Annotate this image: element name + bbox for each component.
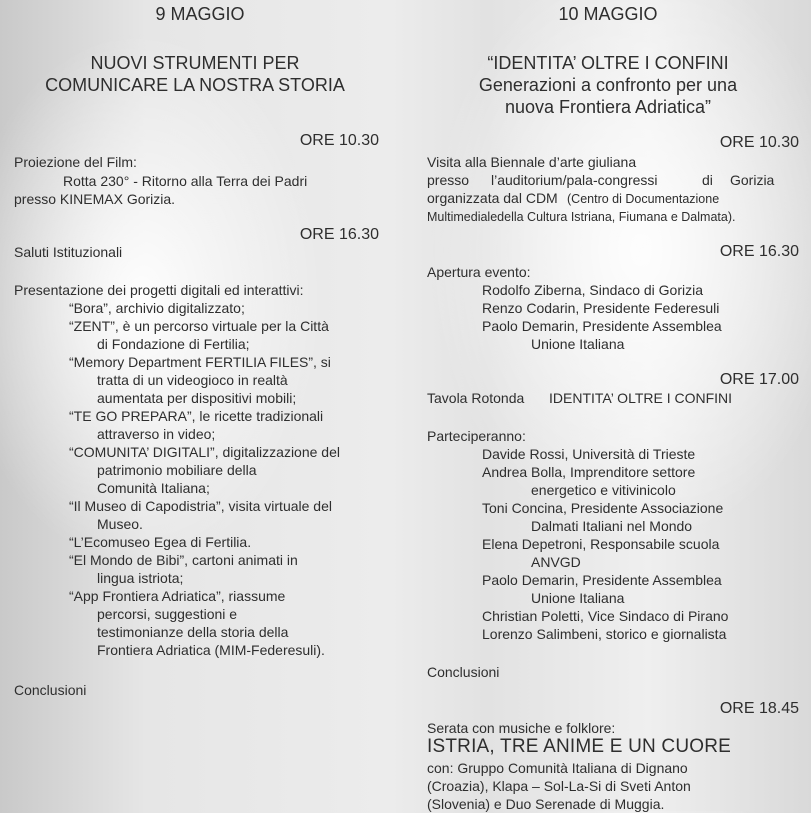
project-item: attraverso in video; <box>97 426 216 442</box>
project-item: patrimonio mobiliare della <box>97 462 257 478</box>
left-column <box>0 0 400 811</box>
day1-time-1630: ORE 16.30 <box>299 226 379 243</box>
day2-date: 10 MAGGIO <box>558 4 658 24</box>
day2-title-line-2: Generazioni a confronto per una <box>478 75 738 95</box>
day1-title-line-1: NUOVI STRUMENTI PER <box>90 53 300 73</box>
participant: energetico e vitivinicolo <box>531 482 676 498</box>
project-item: “El Mondo de Bibi”, cartoni animati in <box>69 552 298 568</box>
participant: Unione Italiana <box>531 590 625 606</box>
project-item: Museo. <box>97 516 143 532</box>
project-item: di Fondazione di Fertilia; <box>97 336 250 352</box>
project-item: tratta di un videogioco in realtà <box>97 372 288 388</box>
participant: Christian Poletti, Vice Sindaco di Pirano <box>482 608 729 624</box>
right-column <box>405 0 811 811</box>
participant: Paolo Demarin, Presidente Assemblea <box>482 572 722 588</box>
project-item: “Memory Department FERTILIA FILES”, si <box>69 354 331 370</box>
participant: ANVGD <box>531 554 581 570</box>
project-item: Comunità Italiana; <box>97 480 210 496</box>
participant: Toni Concina, Presidente Associazione <box>482 500 724 516</box>
biennale-presso: presso <box>427 172 470 188</box>
project-item: “COMUNITA’ DIGITALI”, digitalizzazione del <box>69 444 340 460</box>
round-table-label: Tavola Rotonda <box>427 390 525 406</box>
biennale-visit: Visita alla Biennale d’arte giuliana <box>427 154 637 170</box>
show-title: ISTRIA, TRE ANIME E UN CUORE <box>427 736 732 757</box>
biennale-city: Gorizia <box>730 172 775 188</box>
round-table-title: IDENTITA’ OLTRE I CONFINI <box>549 390 733 406</box>
day2-time-1845: ORE 18.45 <box>719 700 799 717</box>
speaker: Paolo Demarin, Presidente Assemblea <box>482 318 722 334</box>
project-item: “TE GO PREPARA”, le ricette tradizionali <box>69 408 324 424</box>
biennale-organizer: organizzata dal CDM <box>427 190 558 206</box>
institutional-greetings: Saluti Istituzionali <box>14 244 123 260</box>
day1-title-line-2: COMUNICARE LA NOSTRA STORIA <box>45 75 345 95</box>
participant: Elena Depetroni, Responsabile scuola <box>482 536 720 552</box>
participant: Davide Rossi, Università di Trieste <box>482 446 696 462</box>
project-item: aumentata per dispositivi mobili; <box>97 390 297 406</box>
day2-title-line-3: nuova Frontiera Adriatica” <box>504 97 712 117</box>
show-performers-1: con: Gruppo Comunità Italiana di Dignano <box>427 760 688 776</box>
speaker: Rodolfo Ziberna, Sindaco di Gorizia <box>482 282 704 298</box>
day1-time-1030: ORE 10.30 <box>299 132 379 149</box>
day2-title-line-1: “IDENTITA’ OLTRE I CONFINI <box>487 53 729 73</box>
cdm-full-name-2: Multimedialedella Cultura Istriana, Fiumana e Dalmata). <box>427 210 736 224</box>
film-venue: presso KINEMAX Gorizia. <box>14 191 176 207</box>
day1-date: 9 MAGGIO <box>155 4 245 24</box>
speaker: Unione Italiana <box>531 336 625 352</box>
evening-label: Serata con musiche e folklore: <box>427 720 616 736</box>
speaker: Renzo Codarin, Presidente Federesuli <box>482 300 720 316</box>
film-title: Rotta 230° - Ritorno alla Terra dei Padri <box>63 173 308 189</box>
biennale-venue: l’auditorium/pala-congressi <box>491 172 658 188</box>
project-item: Frontiera Adriatica (MIM-Federesuli). <box>97 642 325 658</box>
participants-label: Parteciperanno: <box>427 428 526 444</box>
day2-time-1700: ORE 17.00 <box>719 371 799 388</box>
project-item: percorsi, suggestioni e <box>97 606 238 622</box>
projects-heading: Presentazione dei progetti digitali ed interattivi: <box>14 282 304 298</box>
project-item: lingua istriota; <box>97 570 184 586</box>
day2-time-1630: ORE 16.30 <box>719 243 799 260</box>
project-item: testimonianze della storia della <box>97 624 289 640</box>
project-item: “L’Ecomuseo Egea di Fertilia. <box>69 534 252 550</box>
cdm-full-name-1: (Centro di Documentazione <box>567 192 720 206</box>
day2-conclusions: Conclusioni <box>427 664 500 680</box>
biennale-di: di <box>702 172 713 188</box>
participant: Lorenzo Salimbeni, storico e giornalista <box>482 626 727 642</box>
show-performers-2: (Croazia), Klapa – Sol-La-Si di Sveti Anton <box>427 778 691 794</box>
project-item: “Bora”, archivio digitalizzato; <box>69 300 245 316</box>
show-performers-3: (Slovenia) e Duo Serenade di Muggia. <box>427 796 665 812</box>
day2-time-1030: ORE 10.30 <box>719 134 799 151</box>
participant: Andrea Bolla, Imprenditore settore <box>482 464 696 480</box>
project-item: “Il Museo di Capodistria”, visita virtuale del <box>69 498 332 514</box>
project-item: “ZENT”, è un percorso virtuale per la Città <box>69 318 329 334</box>
participant: Dalmati Italiani nel Mondo <box>531 518 693 534</box>
opening-label: Apertura evento: <box>427 264 531 280</box>
day1-conclusions: Conclusioni <box>14 682 87 698</box>
film-projection-label: Proiezione del Film: <box>14 154 137 170</box>
project-item: “App Frontiera Adriatica”, riassume <box>69 588 286 604</box>
